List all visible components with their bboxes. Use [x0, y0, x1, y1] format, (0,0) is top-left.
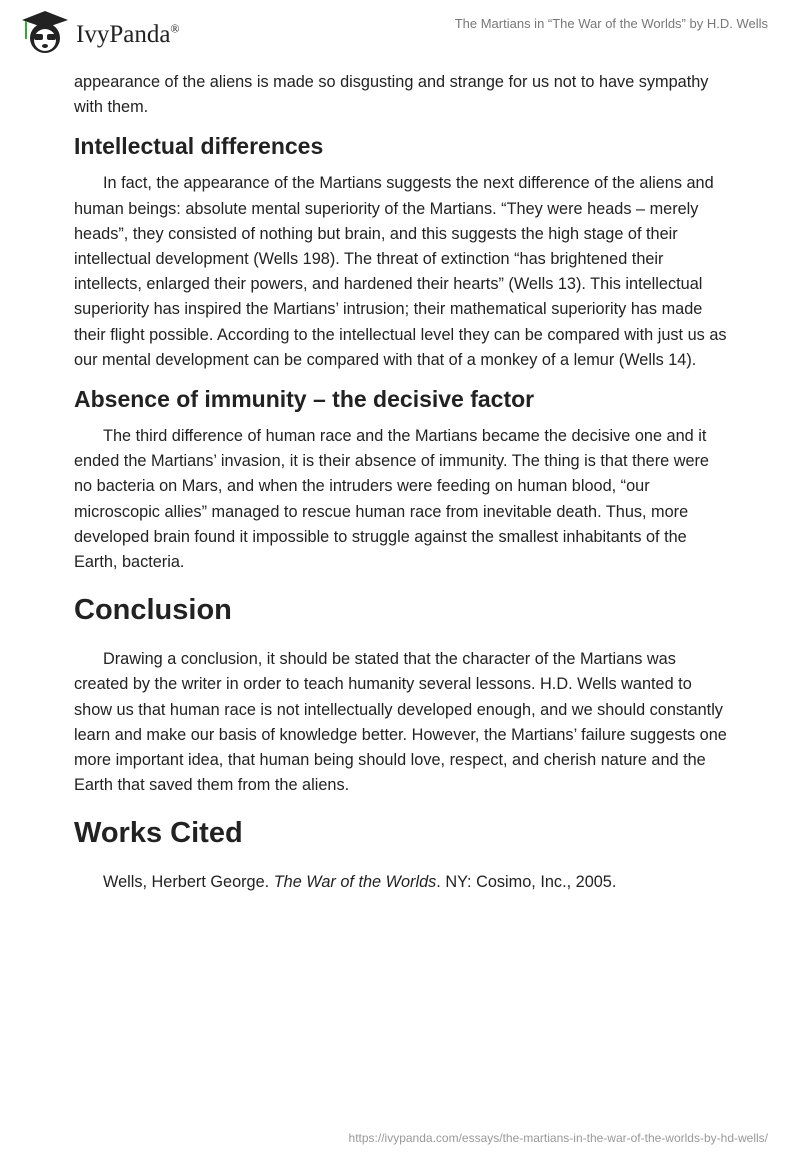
- essay-content: [74, 70, 730, 896]
- section-heading: Works Cited: [74, 817, 243, 850]
- paragraph: The third difference of human race and the Martians became the decisive one and it ended the Martians’ invasion, it is their absence of immunity. The thing is that there were no bacteria on Mars, and when the intruders were feeding on human blood, “our microscopic allies” managed to rescue human race from inevitable death. Thus, more developed brain found it impossible to struggle against the smallest inhabitants of the Earth, bacteria.: [74, 427, 709, 572]
- section-heading: Conclusion: [74, 594, 232, 627]
- paragraph: appearance of the aliens is made so disgusting and strange for us not to have sympathy with them.: [74, 73, 709, 117]
- page-header: [0, 0, 800, 60]
- section-heading: Absence of immunity – the decisive factor: [74, 386, 535, 413]
- citation: Wells, Herbert George. The War of the Worlds. NY: Cosimo, Inc., 2005.: [103, 873, 617, 892]
- source-url[interactable]: https://ivypanda.com/essays/the-martians-in-the-war-of-the-worlds-by-hd-wells/: [348, 1131, 768, 1145]
- logo[interactable]: [20, 9, 180, 55]
- paragraph: Drawing a conclusion, it should be stated that the character of the Martians was created by the writer in order to teach humanity several lessons. H.D. Wells wanted to show us that human race is not intellectually developed enough, and we should constantly learn and make our basis of knowledge better. However, the Martians’ failure suggests one more important idea, that human being should love, respect, and cherish nature and the Earth that saved them from the aliens.: [74, 650, 727, 795]
- section-heading: Intellectual differences: [74, 133, 324, 160]
- document-title: The Martians in “The War of the Worlds” by H.D. Wells: [454, 16, 768, 31]
- logo-text: IvyPanda®: [76, 21, 180, 48]
- panda-logo-icon: [20, 9, 70, 55]
- paragraph: In fact, the appearance of the Martians suggests the next difference of the aliens and human beings: absolute mental superiority of the Martians. “They were heads – merely heads”, they consisted of nothing but brain, and this suggests the high stage of their intellectual development (Wells 198). The threat of extinction “has brightened their intellects, enlarged their powers, and hardened their hearts” (Wells 13). This intellectual superiority has inspired the Martians’ intrusion; their mathematical superiority has made their flight possible. According to the intellectual level they can be compared with just us as our mental development can be compared with that of a monkey of a lemur (Wells 14).: [74, 174, 727, 369]
